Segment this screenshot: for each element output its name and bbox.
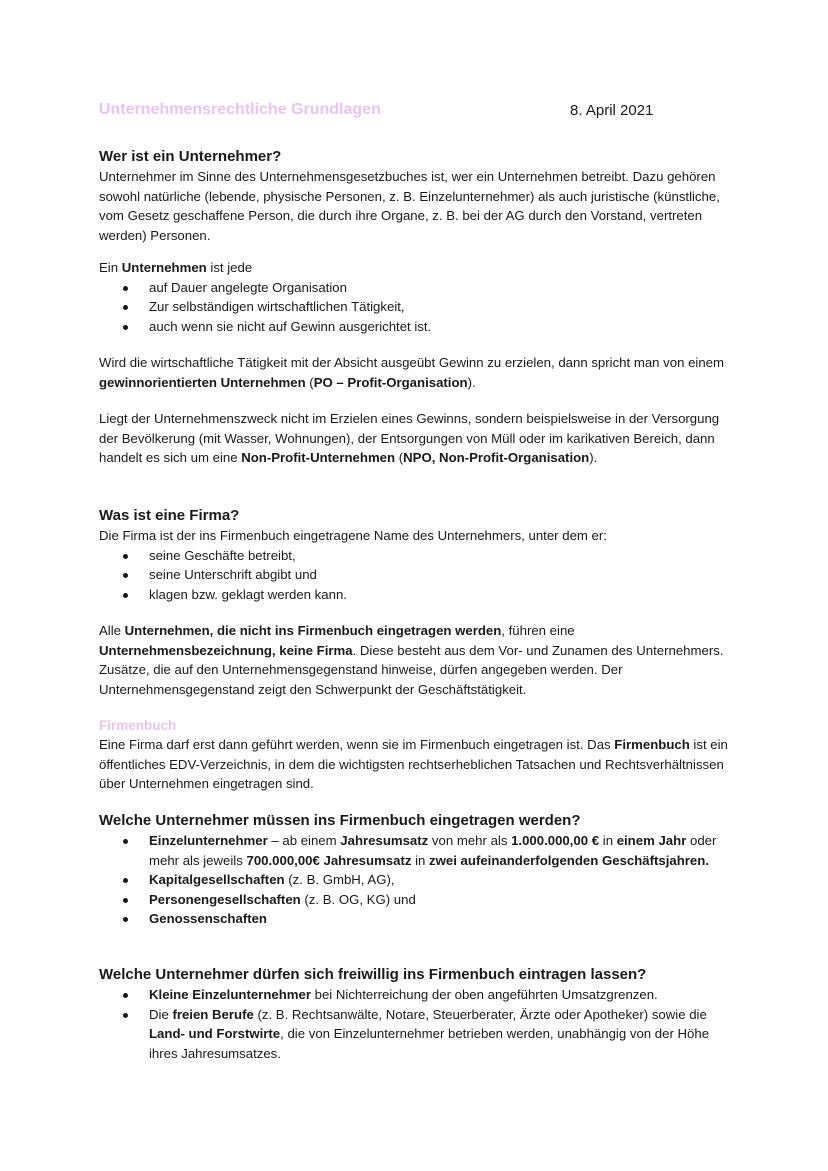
paragraph-unternehmen-intro	[99, 258, 739, 278]
section-unternehmen-list	[99, 258, 739, 336]
bold-text: Kapitalgesellschaften	[149, 872, 285, 887]
list-item: klagen bzw. geklagt werden kann.	[119, 585, 739, 605]
text: – ab einem	[267, 833, 341, 848]
text: bei Nichterreichung der oben angeführten Umsatzgrenzen.	[310, 987, 658, 1002]
paragraph-firma-definition: Die Firma ist der ins Firmenbuch eingetragene Name des Unternehmers, unter dem er:	[99, 528, 607, 543]
list-item	[119, 831, 739, 870]
list-item: Zur selbständigen wirtschaftlichen Tätigkeit,	[119, 297, 739, 317]
text: Ein	[99, 260, 122, 275]
section-firma	[99, 506, 739, 604]
text: oder mehr als jeweils	[149, 833, 717, 868]
text: , führen eine	[501, 623, 575, 638]
list-item: auch wenn sie nicht auf Gewinn ausgerichtet ist.	[119, 317, 739, 337]
text: Alle	[99, 623, 125, 638]
text: (	[395, 450, 404, 465]
text: ist jede	[206, 260, 253, 275]
bold-text: Unternehmen	[121, 260, 207, 275]
paragraph-profit-organisation	[99, 353, 739, 392]
list-item	[119, 870, 739, 890]
bold-text: freien Berufe	[172, 1006, 254, 1022]
heading-was-ist-firma: Was ist eine Firma?	[99, 507, 240, 524]
document-title: Unternehmensrechtliche Grundlagen	[99, 101, 381, 118]
heading-wer-ist-unternehmer: Wer ist ein Unternehmer?	[99, 148, 282, 165]
section-firmenbuch	[99, 716, 739, 794]
bullet-list-unternehmen	[99, 278, 739, 337]
text: ).	[467, 374, 476, 390]
bullet-list-pflicht	[99, 831, 739, 929]
text: Wird die wirtschaftliche Tätigkeit mit der Absicht ausgeübt Gewinn zu erzielen, dann spricht man von einem	[99, 355, 724, 370]
text: Liegt der Unternehmenszweck nicht im Erzielen eines Gewinns, sondern beispielsweise in der Versorgung der Bevölkerung (mit Wasser, Wohnungen), der Entsorgungen von Müll oder im karikativen Bereich, dann handelt es sich um eine	[99, 411, 720, 465]
bold-text: 700.000,00€ Jahresumsatz	[246, 852, 412, 868]
bold-text: Einzelunternehmer	[149, 833, 268, 848]
text: in	[599, 833, 617, 848]
text: ).	[589, 450, 598, 465]
text: , die von Einzelunternehmer betrieben werden, unabhängig von der Höhe ihres Jahresumsatzes.	[149, 1026, 710, 1061]
text: (z. B. OG, KG) und	[300, 891, 416, 907]
paragraph-unternehmer-definition: Unternehmer im Sinne des Unternehmensgesetzbuches ist, wer ein Unternehmen betreibt. Dazu gehören sowohl natürliche (lebende, physische Personen, z. B. Einzelunternehmer) als auch juristische (künstliche, vom Gesetz geschaffene Person, die durch ihre Organe, z. B. bei der AG durch den Vorstand, vertreten werden) Personen.	[99, 169, 720, 243]
text: ist ein öffentliches EDV-Verzeichnis, in dem die wichtigsten rechtserheblichen Tatsachen und Rechtsverhältnissen über Unternehmen eingetragen sind.	[99, 737, 728, 791]
list-item	[119, 909, 739, 929]
text: Eine Firma darf erst dann geführt werden, wenn sie im Firmenbuch eingetragen ist. Das	[99, 737, 615, 752]
text: (z. B. GmbH, AG),	[284, 872, 395, 887]
text: von mehr als	[428, 833, 512, 848]
text: (z. B. Rechtsanwälte, Notare, Steuerberater, Ärzte oder Apotheker) sowie die	[253, 1006, 707, 1022]
heading-freiwillig-eintragen: Welche Unternehmer dürfen sich freiwillig ins Firmenbuch eintragen lassen?	[99, 966, 647, 983]
list-item: seine Geschäfte betreibt,	[119, 546, 739, 566]
bold-text: 1.000.000,00 €	[511, 833, 600, 848]
list-item: auf Dauer angelegte Organisation	[119, 278, 739, 298]
document-date: 8. April 2021	[570, 102, 654, 119]
bold-text: Land- und Forstwirte	[149, 1026, 281, 1041]
bold-text: Kleine Einzelunternehmer	[149, 987, 311, 1002]
paragraph-firmenbuch	[99, 735, 739, 794]
paragraph-npo	[99, 409, 739, 468]
section-unternehmer	[99, 147, 739, 245]
bold-text: NPO, Non-Profit-Organisation	[403, 450, 590, 465]
list-item	[119, 1005, 739, 1064]
list-item	[119, 985, 739, 1005]
bullet-list-freiwillig	[99, 985, 739, 1063]
list-item: seine Unterschrift abgibt und	[119, 565, 739, 585]
bold-text: Non-Profit-Unternehmen	[241, 450, 396, 465]
subheading-firmenbuch: Firmenbuch	[99, 718, 177, 733]
bold-text: zwei aufeinanderfolgenden Geschäftsjahren.	[429, 852, 709, 868]
bullet-list-firma	[99, 546, 739, 605]
list-item	[119, 890, 739, 910]
bold-text: einem Jahr	[616, 833, 687, 848]
text: Die	[149, 1006, 173, 1022]
paragraph-non-profit-organisation	[99, 409, 739, 468]
bold-text: Jahresumsatz	[340, 833, 429, 848]
paragraph-keine-firma	[99, 621, 739, 699]
text: in	[411, 852, 430, 868]
heading-muessen-eingetragen: Welche Unternehmer müssen ins Firmenbuch eingetragen werden?	[99, 812, 581, 829]
bold-text: gewinnorientierten Unternehmen	[99, 374, 306, 390]
section-pflicht-eintragung	[99, 811, 739, 929]
paragraph-unternehmensbezeichnung	[99, 621, 739, 699]
bold-text: PO – Profit-Organisation	[313, 374, 468, 390]
text: (	[305, 374, 314, 390]
bold-text: Personengesellschaften	[149, 891, 301, 907]
bold-text: Unternehmen, die nicht ins Firmenbuch eingetragen werden	[124, 623, 502, 638]
paragraph-po	[99, 353, 739, 392]
text: . Diese besteht aus dem Vor- und Zunamen des Unternehmers. Zusätze, die auf den Unternehmensgegenstand hinweise, dürfen angegeben werden. Der Unternehmensgegenstand zeigt den Schwerpunkt der Geschäftstätigkeit.	[99, 642, 724, 697]
bold-text: Unternehmensbezeichnung, keine Firma	[99, 642, 353, 658]
section-freiwillige-eintragung	[99, 965, 739, 1063]
bold-text: Firmenbuch	[614, 737, 690, 752]
bold-text: Genossenschaften	[149, 911, 267, 926]
